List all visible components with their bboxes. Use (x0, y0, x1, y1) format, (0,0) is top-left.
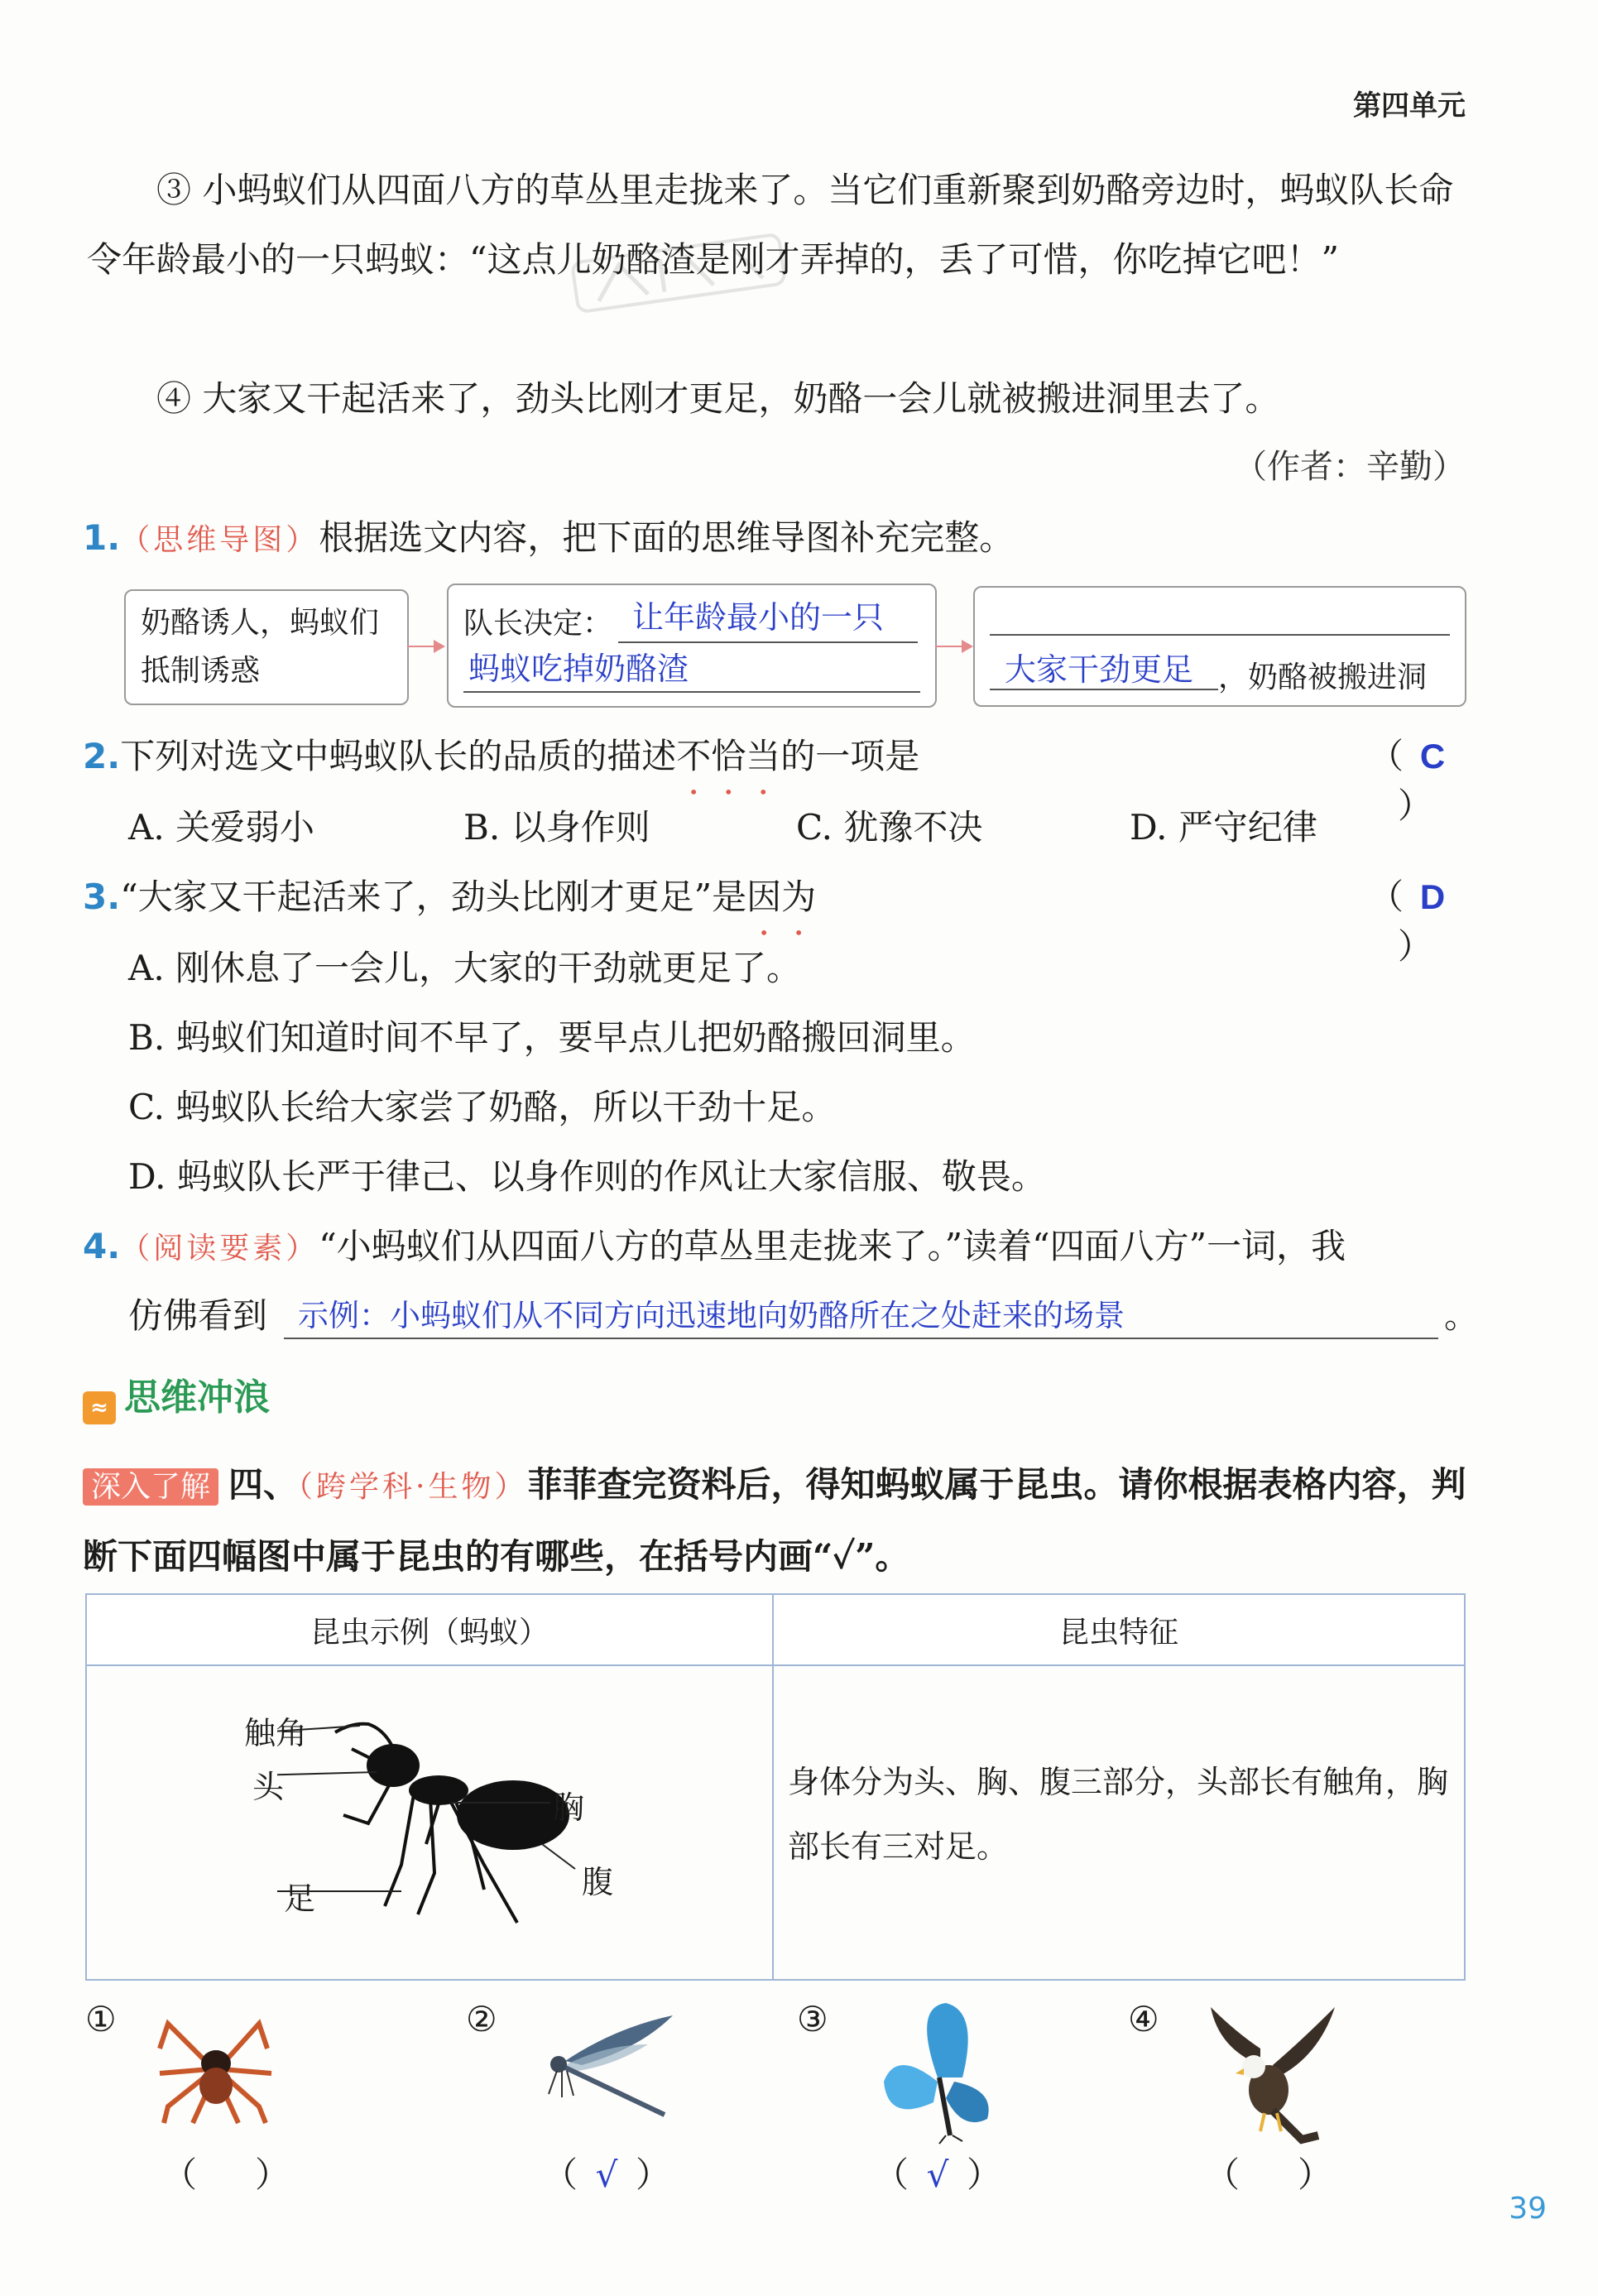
q2-option-a[interactable]: A. 关爱弱小 (128, 807, 315, 848)
label-head: 头 (252, 1769, 285, 1805)
author-credit: （作者：辛勤） (1234, 448, 1466, 486)
insect-table (85, 1593, 1466, 1981)
q2-answer-paren[interactable]: （ C） (1357, 732, 1473, 831)
ant-icon (277, 1699, 592, 1956)
passage-paragraph-3: ③ 小蚂蚁们从四面八方的草丛里走拢来了。当它们重新聚到奶酪旁边时，蚂蚁队长命令年龄最小的一只蚂蚁：“这点儿奶酪渣是刚才弄掉的，丢了可惜，你吃掉它吧！” (87, 170, 1454, 280)
mindmap-box-1: 奶酪诱人，蚂蚁们抵制诱惑 (124, 589, 409, 705)
label-chest: 胸 (553, 1789, 585, 1826)
question-2: 2.下列对选文中蚂蚁队长的品质的描述不恰当的一项是 （ C） (83, 732, 1473, 781)
table-header-feature: 昆虫特征 (773, 1594, 1465, 1665)
mindmap-answer-2b: 蚂蚁吃掉奶酪渣 (468, 651, 689, 687)
q3-answer-paren[interactable]: （ D） (1357, 872, 1473, 972)
wave-icon: ≈ (83, 1391, 116, 1424)
label-foot: 足 (284, 1881, 316, 1917)
q3-answer: D (1419, 877, 1446, 916)
unit-label: 第四单元 (1353, 89, 1466, 122)
table-header-example: 昆虫示例（蚂蚁） (86, 1594, 773, 1665)
dragonfly-icon (532, 2011, 681, 2119)
label-belly: 腹 (582, 1864, 614, 1900)
q3-option-a[interactable]: A. 刚休息了一会儿，大家的干劲就更足了。 (128, 948, 802, 988)
question-1: 1.（思维导图）根据选文内容，把下面的思维导图补充完整。 (83, 517, 1015, 558)
question-5: 深入了解 四、（跨学科·生物）菲菲查完资料后，得知蚂蚁属于昆虫。请你根据表格内容，判断下面四幅图中属于昆虫的有哪些，在括号内画“✓”。 (83, 1464, 1466, 1577)
choice-1-paren[interactable]: （ ） (161, 2154, 290, 2195)
mindmap-box-2: 队长决定： 让年龄最小的一只 蚂蚁吃掉奶酪渣 (447, 584, 937, 708)
mindmap-arrow-2 (935, 646, 972, 647)
eagle-icon (1194, 1999, 1343, 2148)
section-title: ≈ 思维冲浪 (83, 1367, 270, 1424)
mindmap-answer-2a: 让年龄最小的一只 (632, 599, 885, 636)
choice-3-paren[interactable]: （ √ ） (873, 2154, 1002, 2195)
q3-option-c[interactable]: C. 蚂蚁队长给大家尝了奶酪，所以干劲十足。 (128, 1087, 837, 1127)
question-4: 4.（阅读要素）“小蚂蚁们从四面八方的草丛里走拢来了。”读着“四面八方”一词，我 (83, 1226, 1346, 1266)
choice-2-paren[interactable]: （ √ ） (542, 2154, 671, 2195)
choice-4-paren[interactable]: （ ） (1204, 2154, 1333, 2195)
spider-icon (151, 2007, 276, 2131)
table-ant-cell (86, 1665, 773, 1980)
table-feature-cell: 身体分为头、胸、腹三部分，头部长有触角，胸部长有三对足。 (773, 1665, 1465, 1980)
choice-row: ① （ ） ② （ √ ） ③ （ √ ） ④ （ ） (85, 1999, 1476, 2198)
passage-paragraph-4: ④ 大家又干起活来了，劲头比刚才更足，奶酪一会儿就被搬进洞里去了。 (156, 378, 1280, 419)
question-4-line-2: 仿佛看到 示例：小蚂蚁们从不同方向迅速地向奶酪所在之处赶来的场景 。 (128, 1291, 1469, 1341)
q2-emphasis: 不恰当 (676, 736, 781, 776)
q2-option-c[interactable]: C. 犹豫不决 (796, 807, 983, 848)
label-antenna: 触角 (244, 1715, 308, 1751)
q2-option-b[interactable]: B. 以身作则 (463, 807, 650, 848)
page-number: 39 (1509, 2192, 1547, 2226)
deep-dive-badge: 深入了解 (83, 1468, 218, 1506)
q3-emphasis: 因为 (746, 877, 817, 917)
question-3: 3.“大家又干起活来了，劲头比刚才更足”是因为 （ D） (83, 872, 1473, 922)
q3-option-b[interactable]: B. 蚂蚁们知道时间不早了，要早点儿把奶酪搬回洞里。 (128, 1017, 976, 1058)
mindmap-answer-3: 大家干劲更足 (1005, 651, 1194, 688)
q2-option-d[interactable]: D. 严守纪律 (1130, 807, 1317, 848)
q3-option-d[interactable]: D. 蚂蚁队长严于律己、以身作则的作风让大家信服、敬畏。 (128, 1156, 1046, 1197)
q4-answer: 示例：小蚂蚁们从不同方向迅速地向奶酪所在之处赶来的场景 (298, 1298, 1125, 1333)
mindmap-box-3: 大家干劲更足 ，奶酪被搬进洞 (973, 586, 1466, 707)
q1-tag: （思维导图） (120, 523, 319, 557)
butterfly-icon (863, 1999, 1012, 2148)
mindmap-arrow-1 (407, 646, 444, 647)
q2-answer: C (1419, 737, 1446, 776)
